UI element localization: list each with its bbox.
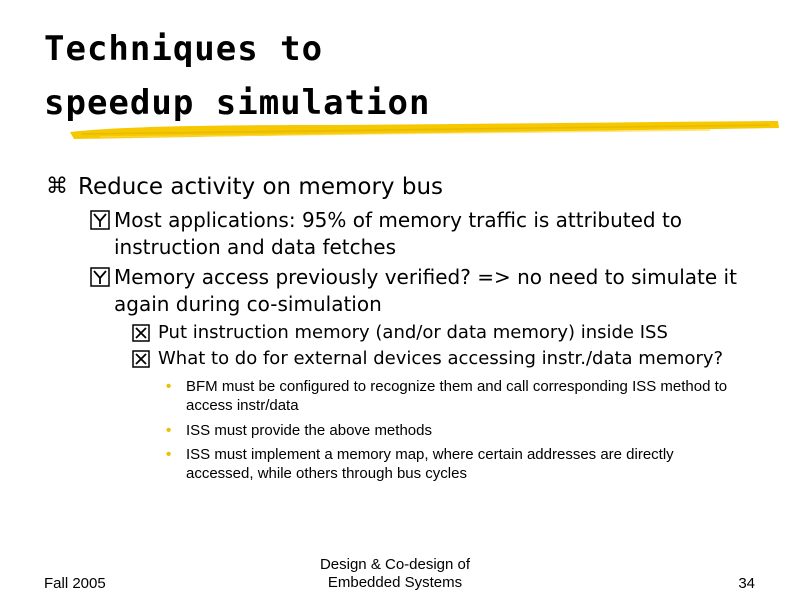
footer-course-title [300, 556, 490, 592]
bullet-level1 [46, 172, 443, 202]
page-number: 34 [738, 575, 755, 592]
y-box-bullet-icon [90, 207, 114, 237]
footer-date: Fall 2005 [44, 575, 106, 592]
bullet-level2-item [90, 207, 750, 261]
bullet-level4-item [166, 421, 736, 440]
bullet-level1-text: Reduce activity on memory bus [78, 174, 444, 200]
slide-title [44, 22, 430, 130]
bullet-level3-text: Put instruction memory (and/or data memory) inside ISS [158, 322, 668, 343]
title-underline-brush-stroke [70, 116, 780, 146]
x-box-bullet-icon [132, 346, 158, 376]
bullet-level2-text: Memory access previously verified? => no need to simulate it again during co-simulation [114, 265, 737, 316]
slide-title-line-2: speedup simulation [44, 83, 431, 123]
footer-course-title-line-1: Design & Co-design of [319, 556, 471, 573]
bullet-level3-item [132, 346, 723, 376]
command-key-icon: ⌘ [46, 174, 68, 199]
bullet-level2-text: Most applications: 95% of memory traffic is attributed to instruction and data fetches [114, 208, 683, 259]
bullet-level2-item [90, 264, 750, 318]
footer-course-title-line-2: Embedded Systems [327, 574, 463, 591]
bullet-level4-item [166, 377, 736, 415]
bullet-level4-text: ISS must implement a memory map, where certain addresses are directly accessed, while others through bus cycles [186, 446, 674, 482]
bullet-level4-text: BFM must be configured to recognize them and call corresponding ISS method to access instr/data [186, 378, 728, 414]
bullet-dot-icon: • [166, 446, 172, 463]
bullet-dot-icon: • [166, 422, 172, 439]
bullet-dot-icon: • [166, 378, 172, 395]
slide-title-line-1: Techniques to [44, 29, 324, 69]
bullet-level4-item [166, 445, 736, 483]
bullet-level4-text: ISS must provide the above methods [186, 422, 432, 439]
bullet-level3-text: What to do for external devices accessing instr./data memory? [158, 348, 724, 369]
y-box-bullet-icon [90, 264, 114, 294]
